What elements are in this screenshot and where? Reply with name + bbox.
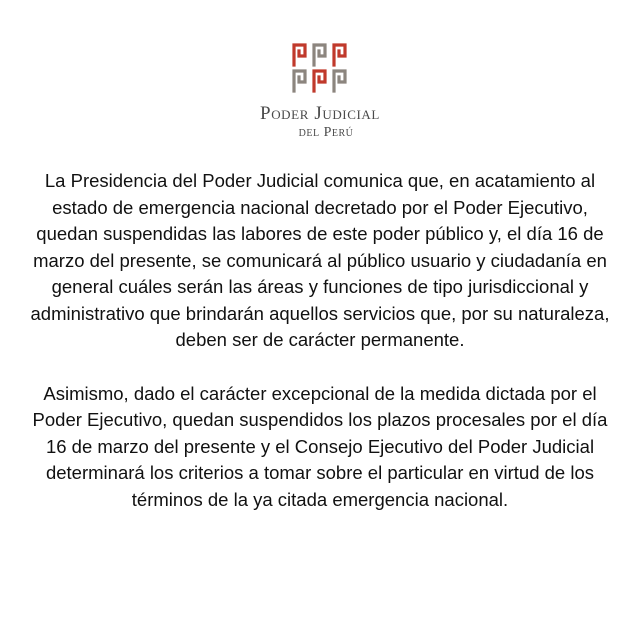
organization-subtitle: del Perú bbox=[298, 125, 354, 140]
emblem-glyph-2 bbox=[314, 45, 325, 65]
logo bbox=[0, 42, 640, 140]
emblem-glyph-3 bbox=[334, 45, 345, 65]
organization-name: Poder Judicial bbox=[260, 103, 380, 124]
announcement-paragraph-1: La Presidencia del Poder Judicial comunica que, en acatamiento al estado de emergencia nacional decretado por el Poder Ejecutivo, quedan suspendidas las labores de este poder público y, el día 16 de marzo del presente, se comunicará al público usuario y ciudadanía en general cuáles serán las áreas y funciones de tipo jurisdiccional y administrativo que brindarán aquellos servicios que, por su naturaleza, deben ser de carácter permanente. bbox=[30, 170, 610, 350]
emblem-glyph-4 bbox=[294, 71, 305, 91]
emblem-top-row bbox=[294, 45, 345, 65]
emblem-glyph-5 bbox=[314, 71, 325, 91]
announcement-paragraph-2: Asimismo, dado el carácter excepcional de la medida dictada por el Poder Ejecutivo, quedan suspendidos los plazos procesales por el día 16 de marzo del presente y el Consejo Ejecutivo del Poder Judicial determinará los criterios a tomar sobre el particular en virtud de los términos de la ya citada emergencia nacional. bbox=[32, 382, 608, 510]
announcement-body bbox=[20, 168, 620, 513]
emblem-glyph-1 bbox=[294, 45, 305, 65]
emblem-glyph-6 bbox=[334, 71, 345, 91]
poder-judicial-emblem-icon bbox=[291, 42, 349, 94]
emblem-bottom-row bbox=[294, 71, 345, 91]
